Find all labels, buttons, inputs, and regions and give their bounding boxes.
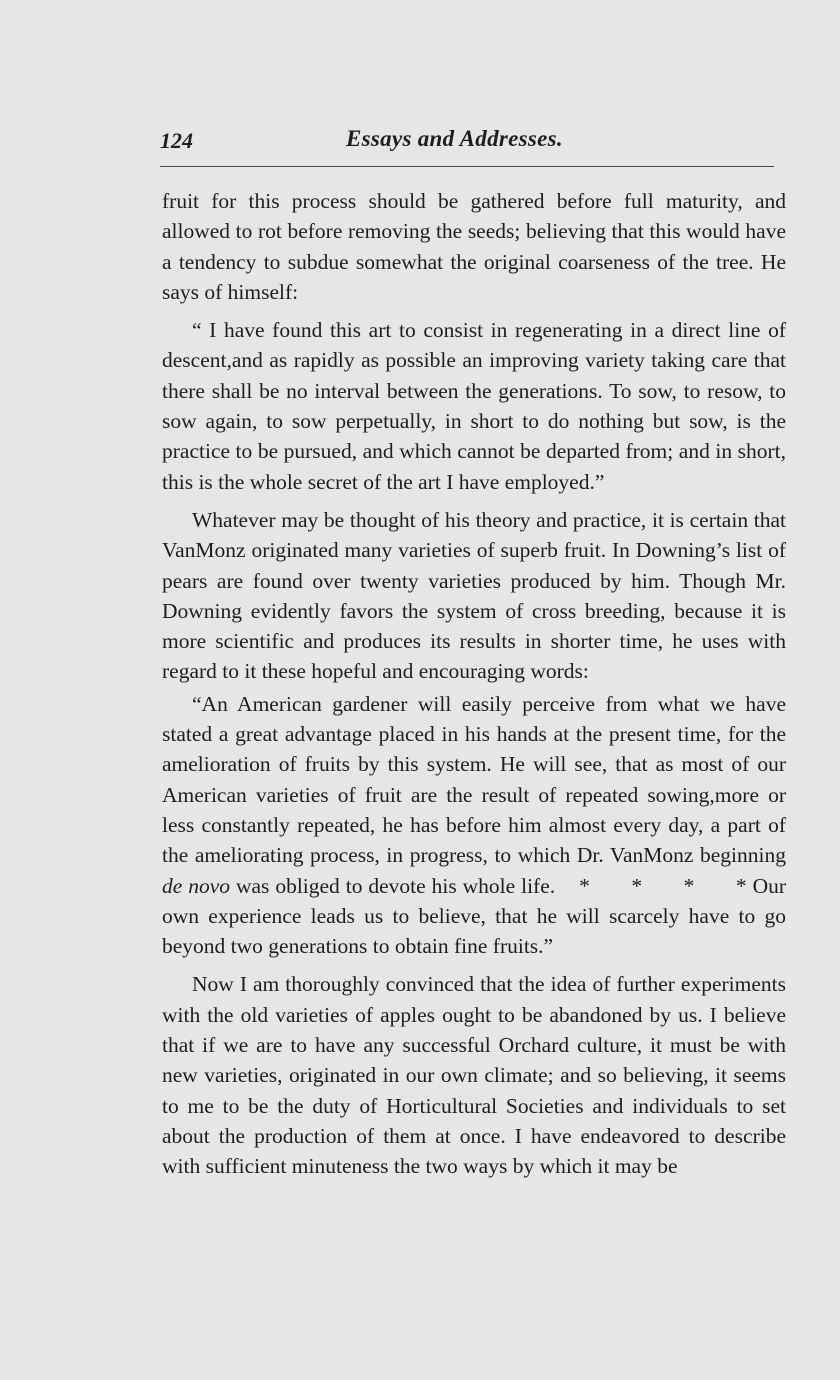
paragraph-3: Now I am thoroughly convinced that the idea of further experiments with the old varieties of apples ought to be abandoned by us. I believe that if we are to have any successful Orchard culture, it must be with new varieties, originated in our own climate; and so believing, it seems to me to be the duty of Horticultural Societies and individuals to set about the production of them at once. I have endeavored to describe with sufficient minuteness the two ways by which it may be — [162, 972, 786, 1179]
paragraph-2: Whatever may be thought of his theory and practice, it is certain that VanMonz originated many varieties of superb fruit. In Downing’s list of pears are found over twenty varieties produced by him. Though Mr. Downing evidently favors the system of cross breeding, because it is more scientific and produces its results in shorter time, he uses with regard to it these hopeful and encouraging words: — [162, 507, 786, 684]
quote-2-text-c: Our own experience leads us to believe, that he will scarcely have to go beyond two generations to obtain fine fruits.” — [162, 873, 787, 959]
quote-paragraph-1: “ I have found this art to consist in regenerating in a direct line of descent,and as rapidly as possible an improving variety taking care that there shall be no interval between the generations. To sow, to resow, to sow again, to sow perpetually, in short to do nothing but sow, is the practice to be pursued, and which cannot be departed from; and in short, this is the whole secret of the art I have employed.” — [162, 318, 786, 494]
body-text — [162, 186, 786, 1182]
paragraph-1: fruit for this process should be gathered before full maturity, and allowed to rot before removing the seeds; believing that this would have a tendency to subdue somewhat the original coarseness of the tree. He says of himself: — [162, 189, 786, 304]
page-header — [160, 128, 772, 162]
quote-2-text-a: “An American gardener will easily perceive from what we have stated a great advantage placed in his hands at the present time, for the amelioration of fruits by this system. He will see, that as most of our American varieties of fruit are the result of repeated sowing,more or less constantly repeated, he has before him almost every day, a part of the ameliorating process, in progress, to which Dr. VanMonz beginning — [162, 691, 786, 868]
running-title: Essays and Addresses. — [346, 126, 563, 151]
page-number: 124 — [160, 128, 193, 153]
header-rule — [160, 166, 774, 167]
quote-paragraph-2 — [162, 689, 786, 962]
quote-2-italic: de novo — [162, 873, 231, 898]
ellipsis-stars: * * * * — [579, 873, 747, 898]
quote-2-text-b: was obliged to devote his whole life. — [235, 873, 556, 898]
